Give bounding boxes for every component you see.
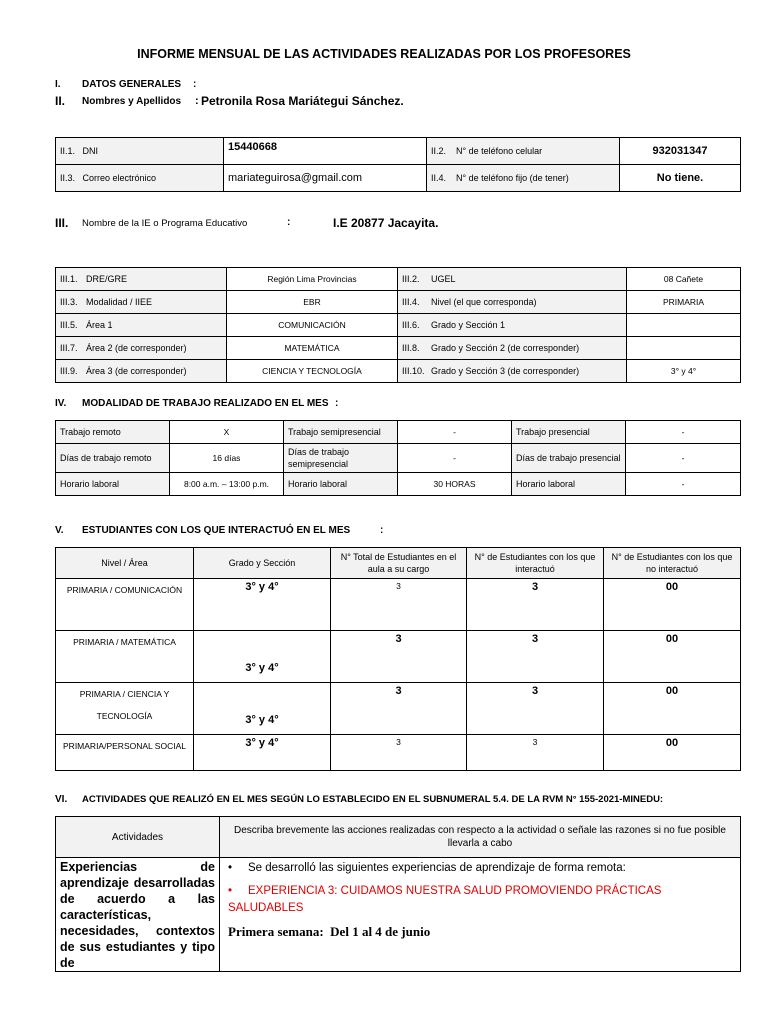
- students-grado: 3° y 4°: [194, 683, 331, 735]
- modality-label: Horario laboral: [56, 473, 170, 496]
- students-not-interacted: 00: [604, 683, 741, 735]
- school-field-value: 08 Cañete: [663, 274, 704, 284]
- section-vi-label: ACTIVIDADES QUE REALIZÓ EN EL MES SEGÚN LO ESTABLECIDO EN EL SUBNUMERAL 5.4. DE LA RVM N° 155-2021-MINEDU:: [82, 794, 664, 805]
- school-field-label-cell: [56, 268, 227, 291]
- school-field-value: PRIMARIA: [662, 297, 705, 307]
- modality-value: 8:00 a.m. – 13:00 p.m.: [170, 473, 284, 496]
- school-field-value-cell: [627, 360, 741, 383]
- school-field-value-cell: [627, 291, 741, 314]
- section-i-number: I.: [55, 79, 61, 90]
- school-data-row: [56, 337, 741, 360]
- dni-value: 15440668: [228, 141, 277, 153]
- school-field-label: Nivel (el que corresponda): [431, 297, 537, 307]
- dni-label: DNI: [82, 146, 99, 156]
- students-grado: 3° y 4°: [194, 631, 331, 683]
- section-vi-number: VI.: [55, 794, 68, 805]
- school-field-label: UGEL: [431, 274, 456, 284]
- bullet-remote-text: Se desarrolló las siguientes experiencias de aprendizaje de forma remota:: [248, 862, 626, 874]
- school-field-label: Área 2 (de corresponder): [86, 343, 187, 353]
- school-data-row: [56, 360, 741, 383]
- bullet-remote: [228, 860, 732, 877]
- school-field-code: III.3.: [60, 297, 78, 307]
- school-name: I.E 20877 Jacayita.: [333, 216, 439, 230]
- school-field-code: III.8.: [402, 343, 420, 353]
- school-field-value-cell: [627, 268, 741, 291]
- school-field-value-cell: [227, 291, 398, 314]
- modality-label: Trabajo remoto: [56, 421, 170, 444]
- activity-actions-cell: [220, 858, 741, 972]
- email-value: mariateguirosa@gmail.com: [228, 172, 363, 184]
- general-data-table: [55, 137, 741, 192]
- students-interacted: 3: [467, 735, 604, 771]
- header-interacted: N° de Estudiantes con los que interactuó: [467, 548, 604, 579]
- mobile-label: N° de teléfono celular: [456, 146, 543, 156]
- email-label-cell: [56, 165, 224, 192]
- email-value-cell: [224, 165, 427, 192]
- students-total: 3: [331, 735, 467, 771]
- students-nivel: PRIMARIA / CIENCIA Y TECNOLOGÍA: [56, 683, 194, 735]
- section-i-colon: :: [193, 79, 197, 90]
- week-line: [228, 924, 732, 940]
- experience-title: EXPERIENCIA 3: CUIDAMOS NUESTRA SALUD PROMOVIENDO PRÁCTICAS SALUDABLES: [228, 885, 662, 914]
- school-field-label: DRE/GRE: [86, 274, 128, 284]
- school-field-label-cell: [56, 337, 227, 360]
- email-code: II.3.: [60, 173, 76, 183]
- activity-description-left: Experiencias de aprendizaje desarrolladas de acuerdo a las características, necesidades, contextos de sus estudiantes y tipo de: [56, 858, 220, 972]
- dni-label-cell: [56, 138, 224, 165]
- modality-label: Trabajo semipresencial: [284, 421, 398, 444]
- landline-value: No tiene.: [620, 165, 741, 192]
- section-iii-label: Nombre de la IE o Programa Educativo: [82, 218, 248, 229]
- school-data-table: [55, 267, 741, 383]
- section-iv-label: MODALIDAD DE TRABAJO REALIZADO EN EL MES: [82, 398, 329, 409]
- school-field-label-cell: [398, 291, 627, 314]
- section-v-number: V.: [55, 525, 64, 536]
- section-ii-number: II.: [55, 94, 66, 108]
- section-ii-colon: :: [195, 95, 199, 107]
- landline-label-cell: [427, 165, 620, 192]
- school-field-code: III.9.: [60, 366, 78, 376]
- students-total: 3: [331, 683, 467, 735]
- school-field-value: COMUNICACIÓN: [278, 320, 346, 330]
- school-field-label-cell: [398, 314, 627, 337]
- school-field-value-cell: [627, 314, 741, 337]
- bullet-icon: •: [228, 862, 233, 874]
- school-data-row: [56, 314, 741, 337]
- students-not-interacted: 00: [604, 579, 741, 631]
- header-nivel-area: Nivel / Área: [56, 548, 194, 579]
- school-field-value: EBR: [303, 297, 321, 307]
- activities-table: [55, 816, 741, 972]
- week-dates: Del 1 al 4 de junio: [330, 924, 431, 939]
- school-field-code: III.6.: [402, 320, 420, 330]
- modality-value: 30 HORAS: [398, 473, 512, 496]
- email-label: Correo electrónico: [82, 173, 157, 183]
- landline-code: II.4.: [431, 173, 447, 183]
- students-row: [56, 735, 741, 771]
- dni-value-cell: [224, 138, 427, 165]
- students-total: 3: [331, 579, 467, 631]
- section-iv-colon: :: [335, 398, 339, 409]
- bullet-icon-red: •: [228, 885, 233, 897]
- section-v-colon: :: [380, 525, 384, 536]
- document-title: INFORME MENSUAL DE LAS ACTIVIDADES REALIZADAS POR LOS PROFESORES: [137, 47, 631, 61]
- work-modality-row: [56, 444, 741, 473]
- work-modality-table: [55, 420, 741, 496]
- students-not-interacted: 00: [604, 631, 741, 683]
- section-iii-number: III.: [55, 216, 69, 230]
- students-row: [56, 683, 741, 735]
- section-iv-number: IV.: [55, 398, 67, 409]
- section-ii-label: Nombres y Apellidos: [82, 96, 182, 107]
- modality-value: -: [626, 473, 741, 496]
- school-field-label: Grado y Sección 1: [431, 320, 506, 330]
- school-field-label: Área 3 (de corresponder): [86, 366, 187, 376]
- students-total: 3: [331, 631, 467, 683]
- school-field-value-cell: [227, 268, 398, 291]
- modality-label: Horario laboral: [284, 473, 398, 496]
- students-grado: 3° y 4°: [194, 579, 331, 631]
- school-data-row: [56, 268, 741, 291]
- school-data-row: [56, 291, 741, 314]
- teacher-name: Petronila Rosa Mariátegui Sánchez.: [201, 94, 404, 108]
- students-interacted: 3: [467, 579, 604, 631]
- school-field-code: III.4.: [402, 297, 420, 307]
- school-field-code: III.2.: [402, 274, 420, 284]
- section-i-label: DATOS GENERALES: [82, 79, 182, 90]
- school-field-label-cell: [398, 268, 627, 291]
- school-field-label-cell: [56, 360, 227, 383]
- school-field-code: III.10.: [402, 366, 425, 376]
- school-field-value: CIENCIA Y TECNOLOGÍA: [262, 366, 362, 376]
- mobile-label-cell: [427, 138, 620, 165]
- work-modality-row: [56, 473, 741, 496]
- students-nivel: PRIMARIA/PERSONAL SOCIAL: [56, 735, 194, 771]
- mobile-value: 932031347: [620, 138, 741, 165]
- school-field-label: Modalidad / IIEE: [86, 297, 153, 307]
- school-field-label: Área 1: [86, 320, 113, 330]
- section-v-label: ESTUDIANTES CON LOS QUE INTERACTUÓ EN EL MES: [82, 525, 351, 536]
- modality-value: X: [170, 421, 284, 444]
- students-table: [55, 547, 741, 771]
- header-total-students: N° Total de Estudiantes en el aula a su cargo: [331, 548, 467, 579]
- students-grado: 3° y 4°: [194, 735, 331, 771]
- students-row: [56, 631, 741, 683]
- section-iii-colon: :: [287, 217, 291, 228]
- school-field-label-cell: [56, 314, 227, 337]
- school-field-value-cell: [227, 337, 398, 360]
- students-nivel: PRIMARIA / COMUNICACIÓN: [56, 579, 194, 631]
- modality-label: Trabajo presencial: [512, 421, 626, 444]
- landline-label: N° de teléfono fijo (de tener): [456, 173, 569, 183]
- modality-value: -: [398, 444, 512, 473]
- school-field-code: III.5.: [60, 320, 78, 330]
- dni-code: II.1.: [60, 146, 76, 156]
- school-field-value-cell: [627, 337, 741, 360]
- school-field-value: MATEMÁTICA: [284, 343, 340, 353]
- school-field-label-cell: [56, 291, 227, 314]
- week-label: Primera semana:: [228, 924, 324, 939]
- students-interacted: 3: [467, 683, 604, 735]
- bullet-experience: [228, 883, 732, 917]
- school-field-value-cell: [227, 314, 398, 337]
- school-field-value: Región Lima Provincias: [267, 274, 357, 284]
- description-header: Describa brevemente las acciones realizadas con respecto a la actividad o señale las razones si no fue posible llevarla a cabo: [220, 817, 741, 858]
- modality-label: Días de trabajo semipresencial: [284, 444, 398, 473]
- modality-value: -: [626, 421, 741, 444]
- school-field-value-cell: [227, 360, 398, 383]
- students-interacted: 3: [467, 631, 604, 683]
- modality-label: Días de trabajo remoto: [56, 444, 170, 473]
- work-modality-row: [56, 421, 741, 444]
- school-field-label: Grado y Sección 3 (de corresponder): [431, 366, 580, 376]
- students-nivel: PRIMARIA / MATEMÁTICA: [56, 631, 194, 683]
- school-field-code: III.7.: [60, 343, 78, 353]
- school-field-label: Grado y Sección 2 (de corresponder): [431, 343, 580, 353]
- modality-label: Días de trabajo presencial: [512, 444, 626, 473]
- modality-value: 16 días: [170, 444, 284, 473]
- students-row: [56, 579, 741, 631]
- school-field-label-cell: [398, 337, 627, 360]
- header-grado-seccion: Grado y Sección: [194, 548, 331, 579]
- students-not-interacted: 00: [604, 735, 741, 771]
- header-not-interacted: N° de Estudiantes con los que no interactuó: [604, 548, 741, 579]
- modality-value: -: [398, 421, 512, 444]
- activities-header: Actividades: [56, 817, 220, 858]
- modality-label: Horario laboral: [512, 473, 626, 496]
- school-field-code: III.1.: [60, 274, 78, 284]
- school-field-label-cell: [398, 360, 627, 383]
- modality-value: -: [626, 444, 741, 473]
- mobile-code: II.2.: [431, 146, 447, 156]
- school-field-value: 3° y 4°: [670, 366, 697, 376]
